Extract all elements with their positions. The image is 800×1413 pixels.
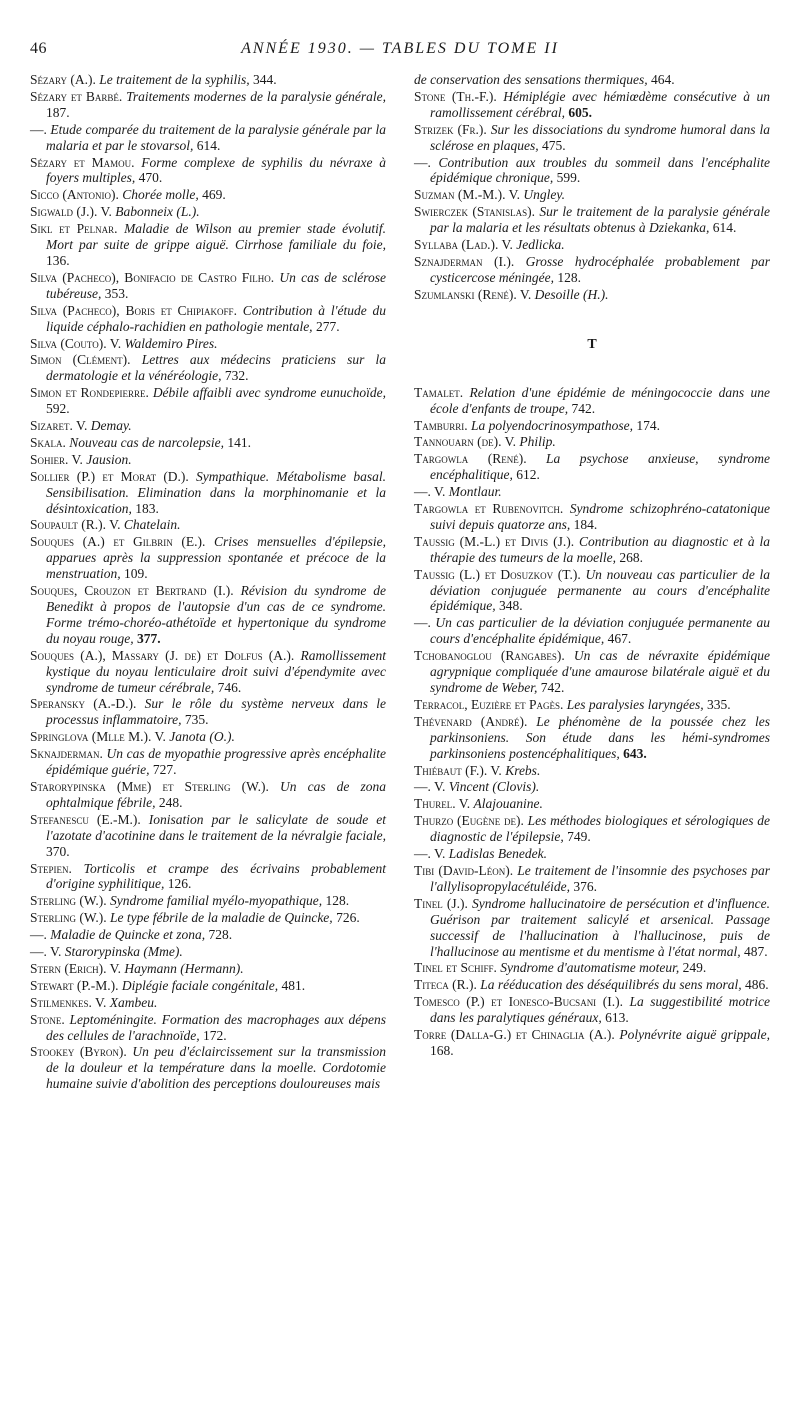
entry-title: Les paralysies laryngées, [566, 696, 704, 712]
entry-title: Krebs. [505, 762, 541, 778]
entry-pages: 592. [46, 401, 70, 417]
index-entry [30, 746, 386, 778]
index-entry [30, 812, 386, 860]
index-entry [414, 287, 770, 303]
entry-authors: Torre (Dalla-G.) et Chinaglia (A.). [414, 1027, 615, 1043]
page-number: 46 [30, 40, 47, 57]
index-section-t [414, 385, 770, 1059]
entry-title: Montlaur. [448, 484, 502, 500]
entry-title: Le type fébrile de la maladie de Quincke, [110, 910, 333, 926]
entry-title: Jausion. [86, 451, 132, 467]
entry-pages: 475. [541, 137, 566, 153]
entry-pages: 727. [152, 762, 177, 778]
index-entry [414, 254, 770, 286]
entry-authors: Sknajderman. [30, 746, 103, 762]
entry-title: Le phénomène de la poussée chez les parkinsoniens. Son étude dans les hémi-syndromes parkinsoniens postencéphalitiques, [430, 713, 771, 761]
entry-authors: Targowla et Rubenovitch. [414, 501, 564, 517]
entry-title: Polynévrite aiguë grippale, [619, 1027, 770, 1043]
index-entry [30, 910, 386, 926]
entry-authors: Stone. [30, 1011, 65, 1027]
entry-title: Janota (O.). [169, 729, 235, 745]
entry-title: Le traitement de la syphilis, [99, 72, 250, 87]
entry-title: Révision du syndrome de Benedikt à propos de l'autopsie d'un cas de ce syndrome. Forme trémo-choréo-athétoïde et hypertonique du syndrome du noyau rouge, [46, 583, 387, 646]
index-entry [30, 648, 386, 696]
entry-title: Contribution à l'étude du liquide céphalo-rachidien en pathologie mentale, [46, 302, 387, 334]
index-entry [30, 978, 386, 994]
index-entry [414, 451, 770, 483]
index-entry [30, 187, 386, 203]
entry-title: Sur le traitement de la paralysie générale par la malaria et les résultats obtenus à Dziekanka, [430, 204, 771, 236]
entry-authors: Stookey (Byron). [30, 1044, 127, 1060]
entry-authors: Simon et Rondepierre. [30, 385, 149, 401]
entry-authors: Stilmenkes. V. [30, 994, 107, 1010]
entry-pages: 599. [556, 170, 581, 186]
entry-title: Philip. [519, 434, 556, 450]
entry-authors: Thurel. V. [414, 796, 471, 812]
entry-title: La psychose anxieuse, syndrome encéphalitique, [430, 451, 771, 483]
index-entry [414, 863, 770, 895]
index-entry [414, 796, 770, 812]
entry-pages: 467. [607, 631, 632, 647]
entry-pages: 487. [743, 943, 768, 959]
entry-pages: 376. [573, 878, 597, 894]
entry-authors: Suzman (M.-M.). V. [414, 187, 521, 203]
entry-authors: Thurzo (Eugène de). [414, 813, 524, 829]
index-entry [30, 961, 386, 977]
entry-authors: Skala. [30, 434, 66, 450]
entry-authors: Sézary et Barbé. [30, 88, 123, 104]
entry-title: Contribution au diagnostic et à la thérapie des tumeurs de la moelle, [430, 533, 770, 565]
entry-title: La suggestibilité motrice dans les paralytiques généraux, [430, 994, 771, 1026]
index-entry [30, 122, 386, 154]
entry-authors: Tamalet. [414, 384, 464, 400]
index-entry [30, 204, 386, 220]
entry-authors: Sohier. V. [30, 451, 83, 467]
index-entry [30, 155, 386, 187]
index-entry [30, 893, 386, 909]
index-entry [30, 303, 386, 335]
entry-title: Un cas particulier de la déviation conjuguée permanente au cours d'encéphalite épidémique, [430, 615, 770, 647]
index-entry [414, 813, 770, 845]
entry-authors: Tibi (David-Léon). [414, 862, 514, 878]
entry-authors: Silva (Pacheco), Bonifacio de Castro Filho. [30, 269, 275, 285]
index-entry [30, 221, 386, 269]
entry-title: Débile affaibli avec syndrome eunuchoïde, [152, 385, 387, 401]
entry-title: Chorée molle, [122, 187, 199, 203]
entry-pages: 335. [706, 696, 731, 712]
index-entry [414, 779, 770, 795]
entry-title: Demay. [90, 418, 132, 434]
entry-title: Syndrome familial myélo-myopathique, [110, 893, 323, 909]
index-entry [30, 435, 386, 451]
entry-pages: 184. [573, 516, 598, 532]
section-letter: T [587, 336, 597, 352]
entry-authors: Sigwald (J.). V. [30, 204, 112, 220]
entry-title: Waldemiro Pires. [124, 335, 218, 351]
index-entry [414, 72, 770, 88]
entry-title: Sympathique. Métabolisme basal. Sensibilisation. Elimination dans la morphinomanie et la désintoxication, [46, 468, 386, 516]
index-entry [414, 846, 770, 862]
index-entry [30, 352, 386, 384]
entry-title: Leptoméningite. Formation des macrophages aux dépens des cellules de l'arachnoïde, [46, 1011, 387, 1043]
entry-title: Crises mensuelles d'épilepsie, apparues après la suppression spontanée et précoce de la menstruation, [46, 534, 387, 582]
entry-pages: 187. [46, 104, 70, 120]
entry-authors: Tomesco (P.) et Ionesco-Bucsani (I.). [414, 994, 623, 1010]
entry-authors: —. V. [414, 484, 446, 500]
index-entry [30, 995, 386, 1011]
index-column-left [30, 72, 386, 1093]
index-entry [414, 714, 770, 762]
entry-title: Xambeu. [109, 994, 158, 1010]
entry-title: Desoille (H.). [534, 286, 609, 302]
index-entry [30, 336, 386, 352]
entry-authors: Strizek (Fr.). [414, 121, 487, 137]
entry-title: Un cas de zona ophtalmique fébrile, [46, 778, 386, 810]
entry-title: Syndrome schizophréno-catatonique suivi depuis quatorze ans, [430, 501, 771, 532]
index-entry [414, 567, 770, 615]
running-title: ANNÉE 1930. — TABLES DU TOME II [241, 40, 559, 57]
index-entry [414, 697, 770, 713]
entry-title: Ionisation par le salicylate de soude et l'azotate d'acotinine dans le traitement de la névralgie faciale, [46, 811, 386, 843]
index-entry [414, 237, 770, 253]
entry-authors: Simon (Clément). [30, 352, 131, 368]
entry-authors: Sterling (W.). [30, 910, 107, 926]
index-entry [414, 615, 770, 647]
entry-title: Maladie de Quincke et zona, [50, 927, 206, 943]
index-entry [414, 89, 770, 121]
entry-title: Etude comparée du traitement de la paralysie générale par la malaria et par le stovarsol, [46, 121, 386, 153]
entry-authors: Taussig (L.) et Dosuzkov (T.). [414, 566, 581, 582]
entry-pages: 168. [430, 1042, 454, 1058]
entry-title: Ramollissement kystique du noyau lenticulaire droit suivi d'épendymite avec syndrome de tumeur cérébrale, [46, 647, 386, 695]
index-entry [30, 89, 386, 121]
index-entry [30, 583, 386, 647]
index-column-right [414, 72, 770, 1060]
index-entry [414, 418, 770, 434]
entry-pages: 613. [605, 1010, 629, 1026]
entry-pages: 370. [46, 843, 70, 859]
entry-pages: 746. [217, 679, 242, 695]
entry-authors: —. [30, 121, 47, 137]
index-entry [414, 648, 770, 696]
entry-title: Sur le rôle du système nerveux dans le processus inflammatoire, [46, 696, 386, 728]
index-entry [30, 729, 386, 745]
entry-title: Un nouveau cas particulier de la déviation conjuguée permanente au cours d'encéphalite épidémique, [430, 566, 770, 614]
entry-authors: Titeca (R.). [414, 977, 477, 993]
index-entry [30, 861, 386, 893]
entry-title: Hémiplégie avec hémiœdème consécutive à un ramollissement cérébral, [430, 88, 771, 120]
index-entry [30, 1044, 386, 1092]
index-entry [414, 155, 770, 187]
entry-authors: Sollier (P.) et Morat (D.). [30, 468, 189, 484]
index-entry [414, 1027, 770, 1059]
entry-title: Alajouanine. [473, 796, 543, 812]
entry-authors: Souques (A.), Massary (J. de) et Dolfus (A.). [30, 647, 295, 663]
index-entry [414, 896, 770, 960]
entry-title: Lettres aux médecins praticiens sur la dermatologie et la vénéréologie, [46, 352, 387, 384]
entry-title: Syndrome d'automatisme moteur, [500, 960, 680, 976]
entry-title: de conservation des sensations thermiques, [414, 72, 648, 87]
index-entry [414, 122, 770, 154]
entry-pages: 742. [571, 400, 596, 416]
entry-authors: Springlova (Mlle M.). V. [30, 729, 166, 745]
entry-authors: —. V. [414, 779, 446, 795]
entry-authors: Sikl et Pelnar. [30, 221, 118, 237]
entry-pages: 735. [184, 712, 209, 728]
entry-pages: 109. [124, 566, 148, 582]
index-entry [30, 270, 386, 302]
entry-pages: 614. [196, 137, 221, 153]
entry-authors: Stefanescu (E.-M.). [30, 811, 141, 827]
index-entry [30, 385, 386, 417]
entry-authors: —. V. [30, 944, 62, 960]
index-entry [414, 960, 770, 976]
entry-authors: Souques, Crouzon et Bertrand (I.). [30, 583, 234, 599]
entry-authors: Taussig (M.-L.) et Divis (J.). [414, 533, 575, 549]
entry-title: Torticolis et crampe des écrivains probablement d'origine syphilitique, [46, 860, 387, 892]
entry-authors: Silva (Couto). V. [30, 335, 122, 351]
entry-authors: Terracol, Euzière et Pagès. [414, 696, 564, 712]
entry-pages: 742. [540, 680, 565, 695]
entry-title: Haymann (Hermann). [124, 960, 244, 976]
entry-title: Diplégie faciale congénitale, [121, 977, 279, 993]
entry-title: Babonneix (L.). [115, 204, 200, 220]
entry-pages: 126. [167, 876, 192, 892]
entry-pages: 136. [46, 252, 70, 268]
entry-authors: Sézary (A.). [30, 72, 96, 87]
entry-pages: 614. [712, 220, 737, 236]
entry-pages: 749. [567, 829, 591, 845]
entry-authors: Tannouarn (de). V. [414, 434, 516, 450]
entry-title: Syndrome hallucinatoire de persécution et d'influence. Guérison par traitement salicylé et arsenical. Passage successif de l'hallucination à l'hallucinose, puis de l'hallucinose au mentisme et du mentisme à l'état normal, [430, 895, 771, 959]
index-entry [30, 418, 386, 434]
entry-pages: 268. [619, 549, 643, 565]
index-entry [414, 434, 770, 450]
page-header [30, 40, 770, 64]
entry-title: Maladie de Wilson au premier stade évolutif. Mort par suite de grippe aiguë. Cirrhose familiale du foie, [46, 221, 386, 253]
entry-title: Les méthodes biologiques et sérologiques de diagnostic de l'épilepsie, [430, 813, 770, 845]
entry-pages: 248. [158, 794, 183, 810]
entry-authors: Swierczek (Stanislas). [414, 204, 535, 220]
index-entry [30, 1012, 386, 1044]
entry-authors: Sznajderman (I.). [414, 253, 515, 269]
entry-authors: Thiébaut (F.). V. [414, 762, 502, 778]
entry-authors: Stone (Th.-F.). [414, 88, 497, 104]
entry-title: Nouveau cas de narcolepsie, [69, 434, 224, 450]
entry-pages: 470. [138, 170, 163, 186]
entry-pages: 726. [336, 910, 360, 926]
entry-authors: Tchobanoglou (Rangabes). [414, 648, 565, 664]
entry-authors: Tamburri. [414, 417, 468, 433]
index-entry [414, 187, 770, 203]
index-entry [414, 534, 770, 566]
entry-authors: —. [414, 615, 431, 631]
entry-title: Un cas de sclérose tubéreuse, [46, 269, 386, 301]
entry-authors: Starorypinska (Mme) et Sterling (W.). [30, 778, 269, 794]
entry-pages: 732. [224, 368, 249, 384]
entry-authors: Soupault (R.). V. [30, 517, 121, 533]
entry-pages: 377. [137, 630, 161, 646]
entry-pages: 643. [623, 745, 647, 761]
entry-title: Un peu d'éclaircissement sur la transmission de la douleur et la température dans la moelle. Cordotomie humaine suivie d'abolition des perceptions douloureuses mais [46, 1044, 387, 1092]
entry-authors: Tinel (J.). [414, 895, 468, 911]
index-entry [414, 763, 770, 779]
index-entry [414, 501, 770, 533]
index-entry [30, 452, 386, 468]
index-section-s-continued [414, 72, 770, 303]
entry-pages: 141. [227, 434, 251, 450]
entry-authors: Speransky (A.-D.). [30, 696, 137, 712]
entry-title: Un cas de myopathie progressive après encéphalite épidémique guérie, [46, 746, 387, 778]
entry-title: Ungley. [523, 187, 566, 203]
entry-authors: Sicco (Antonio). [30, 187, 119, 203]
entry-pages: 612. [516, 467, 540, 483]
entry-authors: Szumlanski (René). V. [414, 286, 532, 302]
index-entry [30, 779, 386, 811]
entry-title: Un cas de névraxite épidémique agrypnique compliquée d'une amaurose bilatérale aiguë et du syndrome de Weber, [430, 648, 771, 695]
entry-authors: —. [30, 927, 47, 943]
index-entry [30, 469, 386, 517]
entry-title: Forme complexe de syphilis du névraxe à foyers multiples, [46, 154, 386, 186]
entry-title: Vincent (Clovis). [448, 779, 540, 795]
entry-title: Ladislas Benedek. [448, 846, 547, 862]
entry-title: Starorypinska (Mme). [64, 944, 183, 960]
entry-authors: Sézary et Mamou. [30, 154, 135, 170]
entry-authors: Sizaret. V. [30, 418, 88, 434]
entry-title: Grosse hydrocéphalée probablement par cysticercose méningée, [430, 253, 770, 285]
entry-pages: 183. [135, 500, 159, 516]
index-entry [30, 72, 386, 88]
entry-title: Chatelain. [123, 517, 181, 533]
entry-authors: Souques (A.) et Gilbrin (E.). [30, 534, 206, 550]
entry-authors: —. V. [414, 846, 446, 862]
entry-title: La polyendocrinosympathose, [471, 417, 633, 433]
entry-title: La rééducation des déséquilibrés du sens moral, [480, 977, 742, 993]
entry-authors: Syllaba (Lad.). V. [414, 237, 513, 253]
entry-authors: Targowla (René). [414, 451, 527, 467]
index-entry [30, 944, 386, 960]
entry-pages: 353. [104, 285, 129, 301]
index-entry [30, 517, 386, 533]
index-entry [30, 927, 386, 943]
entry-pages: 249. [682, 960, 707, 976]
entry-title: Traitements modernes de la paralysie générale, [126, 88, 387, 104]
entry-authors: Tinel et Schiff. [414, 960, 497, 976]
entry-pages: 277. [315, 318, 340, 334]
entry-pages: 344. [252, 72, 277, 87]
index-entry [414, 977, 770, 993]
entry-pages: 605. [568, 104, 592, 120]
entry-authors: Stewart (P.-M.). [30, 977, 119, 993]
entry-pages: 469. [202, 187, 226, 203]
entry-title: Le traitement de l'insomnie des psychoses par l'allylisopropylacétuléide, [430, 862, 771, 894]
entry-pages: 486. [744, 977, 769, 993]
index-entry [30, 534, 386, 582]
entry-title: Sur les dissociations du syndrome humoral dans la sclérose en plaques, [430, 121, 770, 153]
entry-authors: Silva (Pacheco), Boris et Chipiakoff. [30, 302, 237, 318]
entry-authors: Stern (Erich). V. [30, 960, 122, 976]
entry-pages: 128. [325, 893, 350, 909]
entry-pages: 348. [498, 598, 523, 614]
entry-title: Jedlicka. [516, 237, 565, 253]
entry-authors: Stepien. [30, 860, 72, 876]
entry-pages: 481. [281, 977, 306, 993]
entry-pages: 172. [202, 1027, 227, 1043]
entry-authors: Thévenard (André). [414, 713, 528, 729]
index-entry [414, 204, 770, 236]
entry-title: Relation d'une épidémie de méningococcie dans une école d'enfants de troupe, [430, 384, 771, 416]
index-entry [414, 994, 770, 1026]
index-entry [30, 696, 386, 728]
index-entry [414, 484, 770, 500]
entry-pages: 728. [208, 927, 233, 943]
entry-pages: 464. [650, 72, 675, 87]
entry-pages: 128. [557, 269, 581, 285]
entry-authors: —. [414, 154, 431, 170]
entry-pages: 174. [636, 417, 660, 433]
index-entry [414, 385, 770, 417]
entry-title: Contribution aux troubles du sommeil dans l'encéphalite épidémique chronique, [430, 154, 770, 186]
entry-authors: Sterling (W.). [30, 893, 107, 909]
